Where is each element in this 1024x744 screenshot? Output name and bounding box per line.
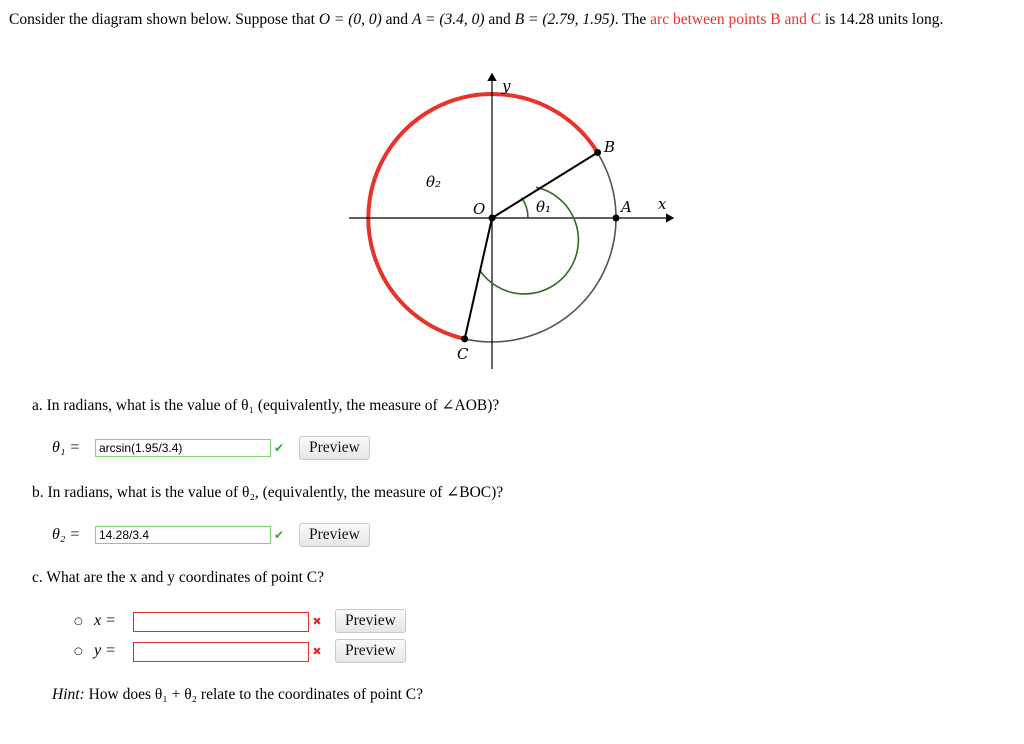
point-A [613,215,620,222]
point-C [461,335,468,342]
label-A: A [621,198,632,216]
theta1-label: θ₁ = [52,439,81,456]
theta2-label: θ₂ = [52,526,81,543]
label-theta2: θ₂ [426,173,442,191]
label-C: C [457,345,469,363]
x-coordinate-input[interactable] [133,612,309,632]
theta1-answer-input[interactable]: arcsin(1.95/3.4) [95,439,271,457]
theta1-arc [522,197,529,218]
bullet-icon: ○ [74,616,83,627]
B-definition: B = (2.79, 1.95) [514,11,615,28]
y-coordinate-input[interactable] [133,642,309,662]
y-axis-label: y [502,77,511,95]
theta2-arc [480,187,578,294]
preview-button-theta1[interactable]: Preview [299,436,370,460]
arc-highlight-text: arc between points B and C [650,11,822,28]
correct-check-icon: ✔ [273,528,285,542]
incorrect-x-icon: ✖ [312,615,322,628]
x-axis-label: x [658,195,667,213]
segment-OC [465,218,492,339]
bullet-icon: ○ [74,646,83,657]
theta2-answer-input[interactable]: 14.28/3.4 [95,526,271,544]
problem-statement: Consider the diagram shown below. Suppose that O = (0, 0) and A = (3.4, 0) and B = (2.79, 1.95). The arc between points B and C is 14.28 units long. [9,11,944,28]
preview-button-theta2[interactable]: Preview [299,523,370,547]
A-definition: A = (3.4, 0) [411,11,485,28]
correct-check-icon: ✔ [273,441,285,455]
label-B: B [604,138,616,156]
point-B [594,149,601,156]
preview-button-y[interactable]: Preview [335,639,406,663]
question-c: c. What are the x and y coordinates of point C? [32,569,324,586]
y-coordinate-label: y = [94,642,116,659]
incorrect-y-icon: ✖ [312,645,322,658]
label-theta1: θ₁ [536,198,552,216]
point-O [489,215,496,222]
question-b: b. In radians, what is the value of θ₂, (equivalently, the measure of ∠BOC)? [32,484,504,501]
x-coordinate-label: x = [94,612,116,629]
hint-prefix: Hint: [52,686,85,703]
O-definition: O = (0, 0) [318,11,382,28]
hint-text: Hint: How does θ₁ + θ₂ relate to the coordinates of point C? [52,686,424,703]
label-O: O [473,200,486,218]
unit-circle-diagram [340,66,685,376]
preview-button-x[interactable]: Preview [335,609,406,633]
question-a: a. In radians, what is the value of θ₁ (equivalently, the measure of ∠AOB)? [32,397,500,414]
